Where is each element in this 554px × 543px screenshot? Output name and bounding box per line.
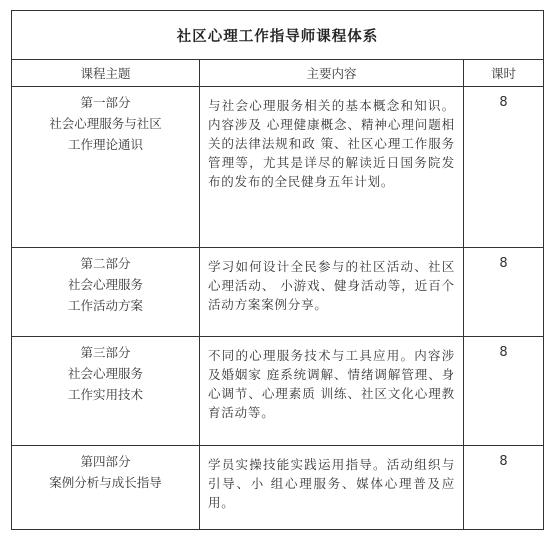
content-cell: 不同的心理服务技术与工具应用。内容涉及婚姻家 庭系统调解、情绪调解管理、身心调节、心理素质 训练、社区文化心理教育活动等。 [200,337,464,446]
header-topic: 课程主题 [12,60,200,87]
topic-line: 社会心理服务 [67,277,143,292]
hours-cell: 8 [464,248,544,337]
part-label: 第二部分 [80,256,131,271]
hours-cell: 8 [464,446,544,530]
topic-line: 工作实用技术 [67,387,143,402]
course-table [11,10,544,530]
table-title: 社区心理工作指导师课程体系 [12,11,544,60]
header-content: 主要内容 [200,60,464,87]
table-row [12,337,544,446]
header-row [12,60,544,87]
part-label: 第四部分 [80,454,131,469]
content-cell: 学员实操技能实践运用指导。活动组织与引导、小 组心理服务、媒体心理普及应用。 [200,446,464,530]
part-label: 第一部分 [80,95,131,110]
topic-line: 社会心理服务与社区 [49,116,162,131]
title-row [12,11,544,60]
topic-cell [12,337,200,446]
table-row [12,248,544,337]
topic-cell [12,87,200,248]
part-label: 第三部分 [80,345,131,360]
topic-cell [12,248,200,337]
content-cell: 与社会心理服务相关的基本概念和知识。内容涉及 心理健康概念、精神心理问题相关的法律法规和政 策、社区心理工作服务管理等，尤其是详尽的解读近日国务院发布的发布的全民健身五年计划。 [200,87,464,248]
topic-line: 社会心理服务 [67,366,143,381]
topic-line: 案例分析与成长指导 [49,475,162,490]
topic-line: 工作活动方案 [67,298,143,313]
table-row [12,87,544,248]
table-row [12,446,544,530]
hours-cell: 8 [464,337,544,446]
header-hours: 课时 [464,60,544,87]
topic-cell [12,446,200,530]
hours-cell: 8 [464,87,544,248]
topic-line: 工作理论通识 [67,137,143,152]
content-cell: 学习如何设计全民参与的社区活动、社区心理活动、 小游戏、健身活动等，近百个活动方案案例分享。 [200,248,464,337]
